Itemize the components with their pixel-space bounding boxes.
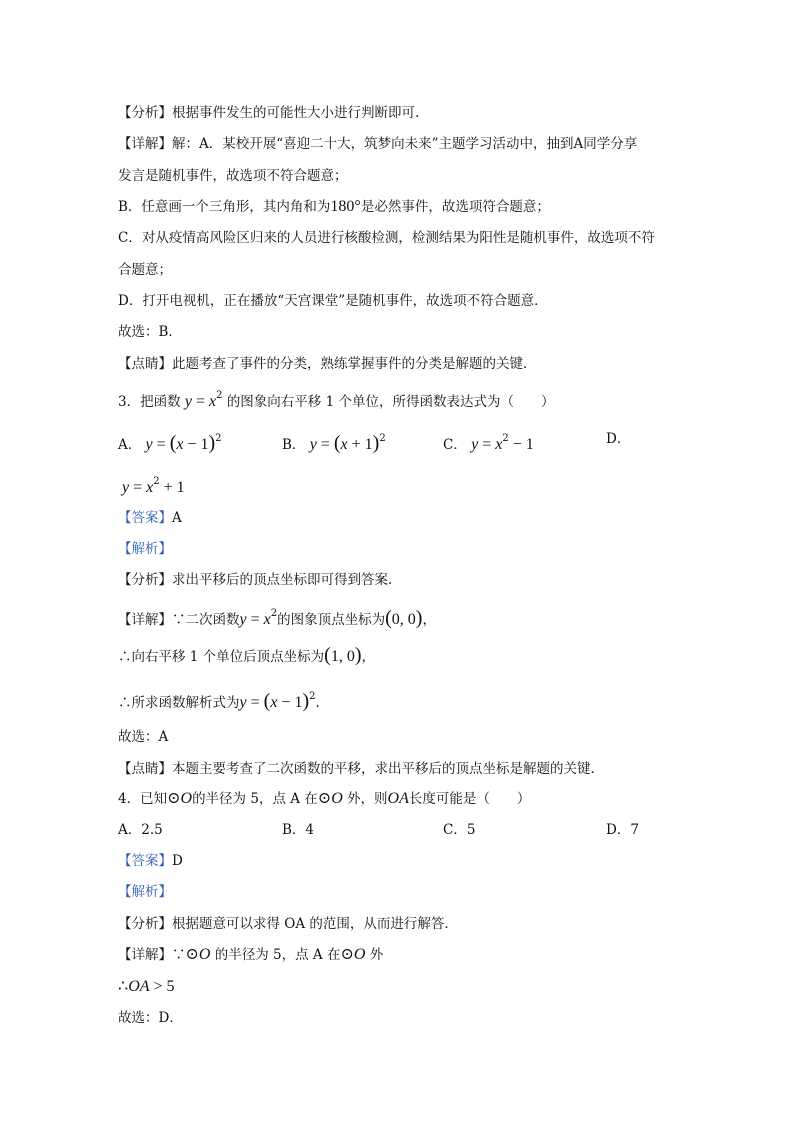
detail-2-line6: D．打开电视机，正在播放“天宫课堂”是随机事件，故选项不符合题意． (118, 293, 548, 309)
analysis-2: 【分析】根据事件发生的可能性大小进行判断即可. (118, 105, 420, 121)
option-3b: B． $y = (x + 1)^2$ (282, 432, 386, 454)
detail-2-line2: 发言是随机事件，故选项不符合题意； (118, 168, 348, 184)
option-3d: D． (606, 431, 631, 447)
detail-4-line2: ∴OA > 5 (118, 978, 175, 995)
option-4c: C．5 (443, 822, 476, 838)
answer-choice-3: 故选：A (118, 729, 169, 745)
option-3a: A． $y = (x - 1)^2$ (118, 432, 222, 454)
detail-3-line2: ∴向右平移 1 个单位后顶点坐标为(1, 0)， (118, 644, 376, 666)
question-3: 3．把函数 $y = x^2$ 的图象向右平移 1 个单位，所得函数表达式为（ ） (118, 390, 555, 410)
analysis-3: 【分析】求出平移后的顶点坐标即可得到答案． (118, 572, 402, 588)
comment-2: 【点睛】此题考查了事件的分类，熟练掌握事件的分类是解题的关键． (118, 356, 537, 372)
analysis-4: 【分析】根据题意可以求得 OA 的范围，从而进行解答． (118, 916, 458, 932)
detail-3-line1: 【详解】∵二次函数$y = x^2$的图象顶点坐标为(0, 0)， (118, 607, 436, 629)
option-4d: D．7 (606, 822, 639, 838)
detail-2-line5: 合题意； (118, 262, 172, 278)
option-3d-expr: $y = x^2 + 1$ (122, 476, 185, 496)
option-4b: B．4 (282, 822, 315, 838)
analysis-header-4: 【解析】 (118, 884, 172, 900)
detail-2-line3: B．任意画一个三角形，其内角和为180°是必然事件，故选项符合题意； (118, 198, 550, 215)
detail-3-line3: ∴所求函数解析式为$y = (x - 1)^2$． (118, 690, 329, 712)
answer-choice-4: 故选：D． (118, 1010, 183, 1026)
detail-2-line4: C．对从疫情高风险区归来的人员进行核酸检测，检测结果为阳性是随机事件，故选项不符 (118, 230, 655, 246)
answer-4: 【答案】D (118, 853, 183, 869)
analysis-header-3: 【解析】 (118, 541, 172, 557)
answer-choice-2: 故选：B． (118, 324, 182, 340)
option-3c: C． $y = x^2 - 1$ (443, 433, 534, 453)
comment-3: 【点睛】本题主要考查了二次函数的平移，求出平移后的顶点坐标是解题的关键． (118, 761, 604, 777)
question-4: 4．已知⊙O的半径为 5，点 A 在⊙O 外，则OA长度可能是（ ） (118, 790, 531, 807)
detail-2-line1: 【详解】解：A．某校开展“喜迎二十大，筑梦向未来”主题学习活动中，抽到A同学分享 (118, 136, 638, 152)
answer-3: 【答案】A (118, 510, 182, 526)
detail-4-line1: 【详解】∵⊙O 的半径为 5，点 A 在⊙O 外 (118, 946, 384, 963)
option-4a: A．2.5 (118, 822, 163, 838)
